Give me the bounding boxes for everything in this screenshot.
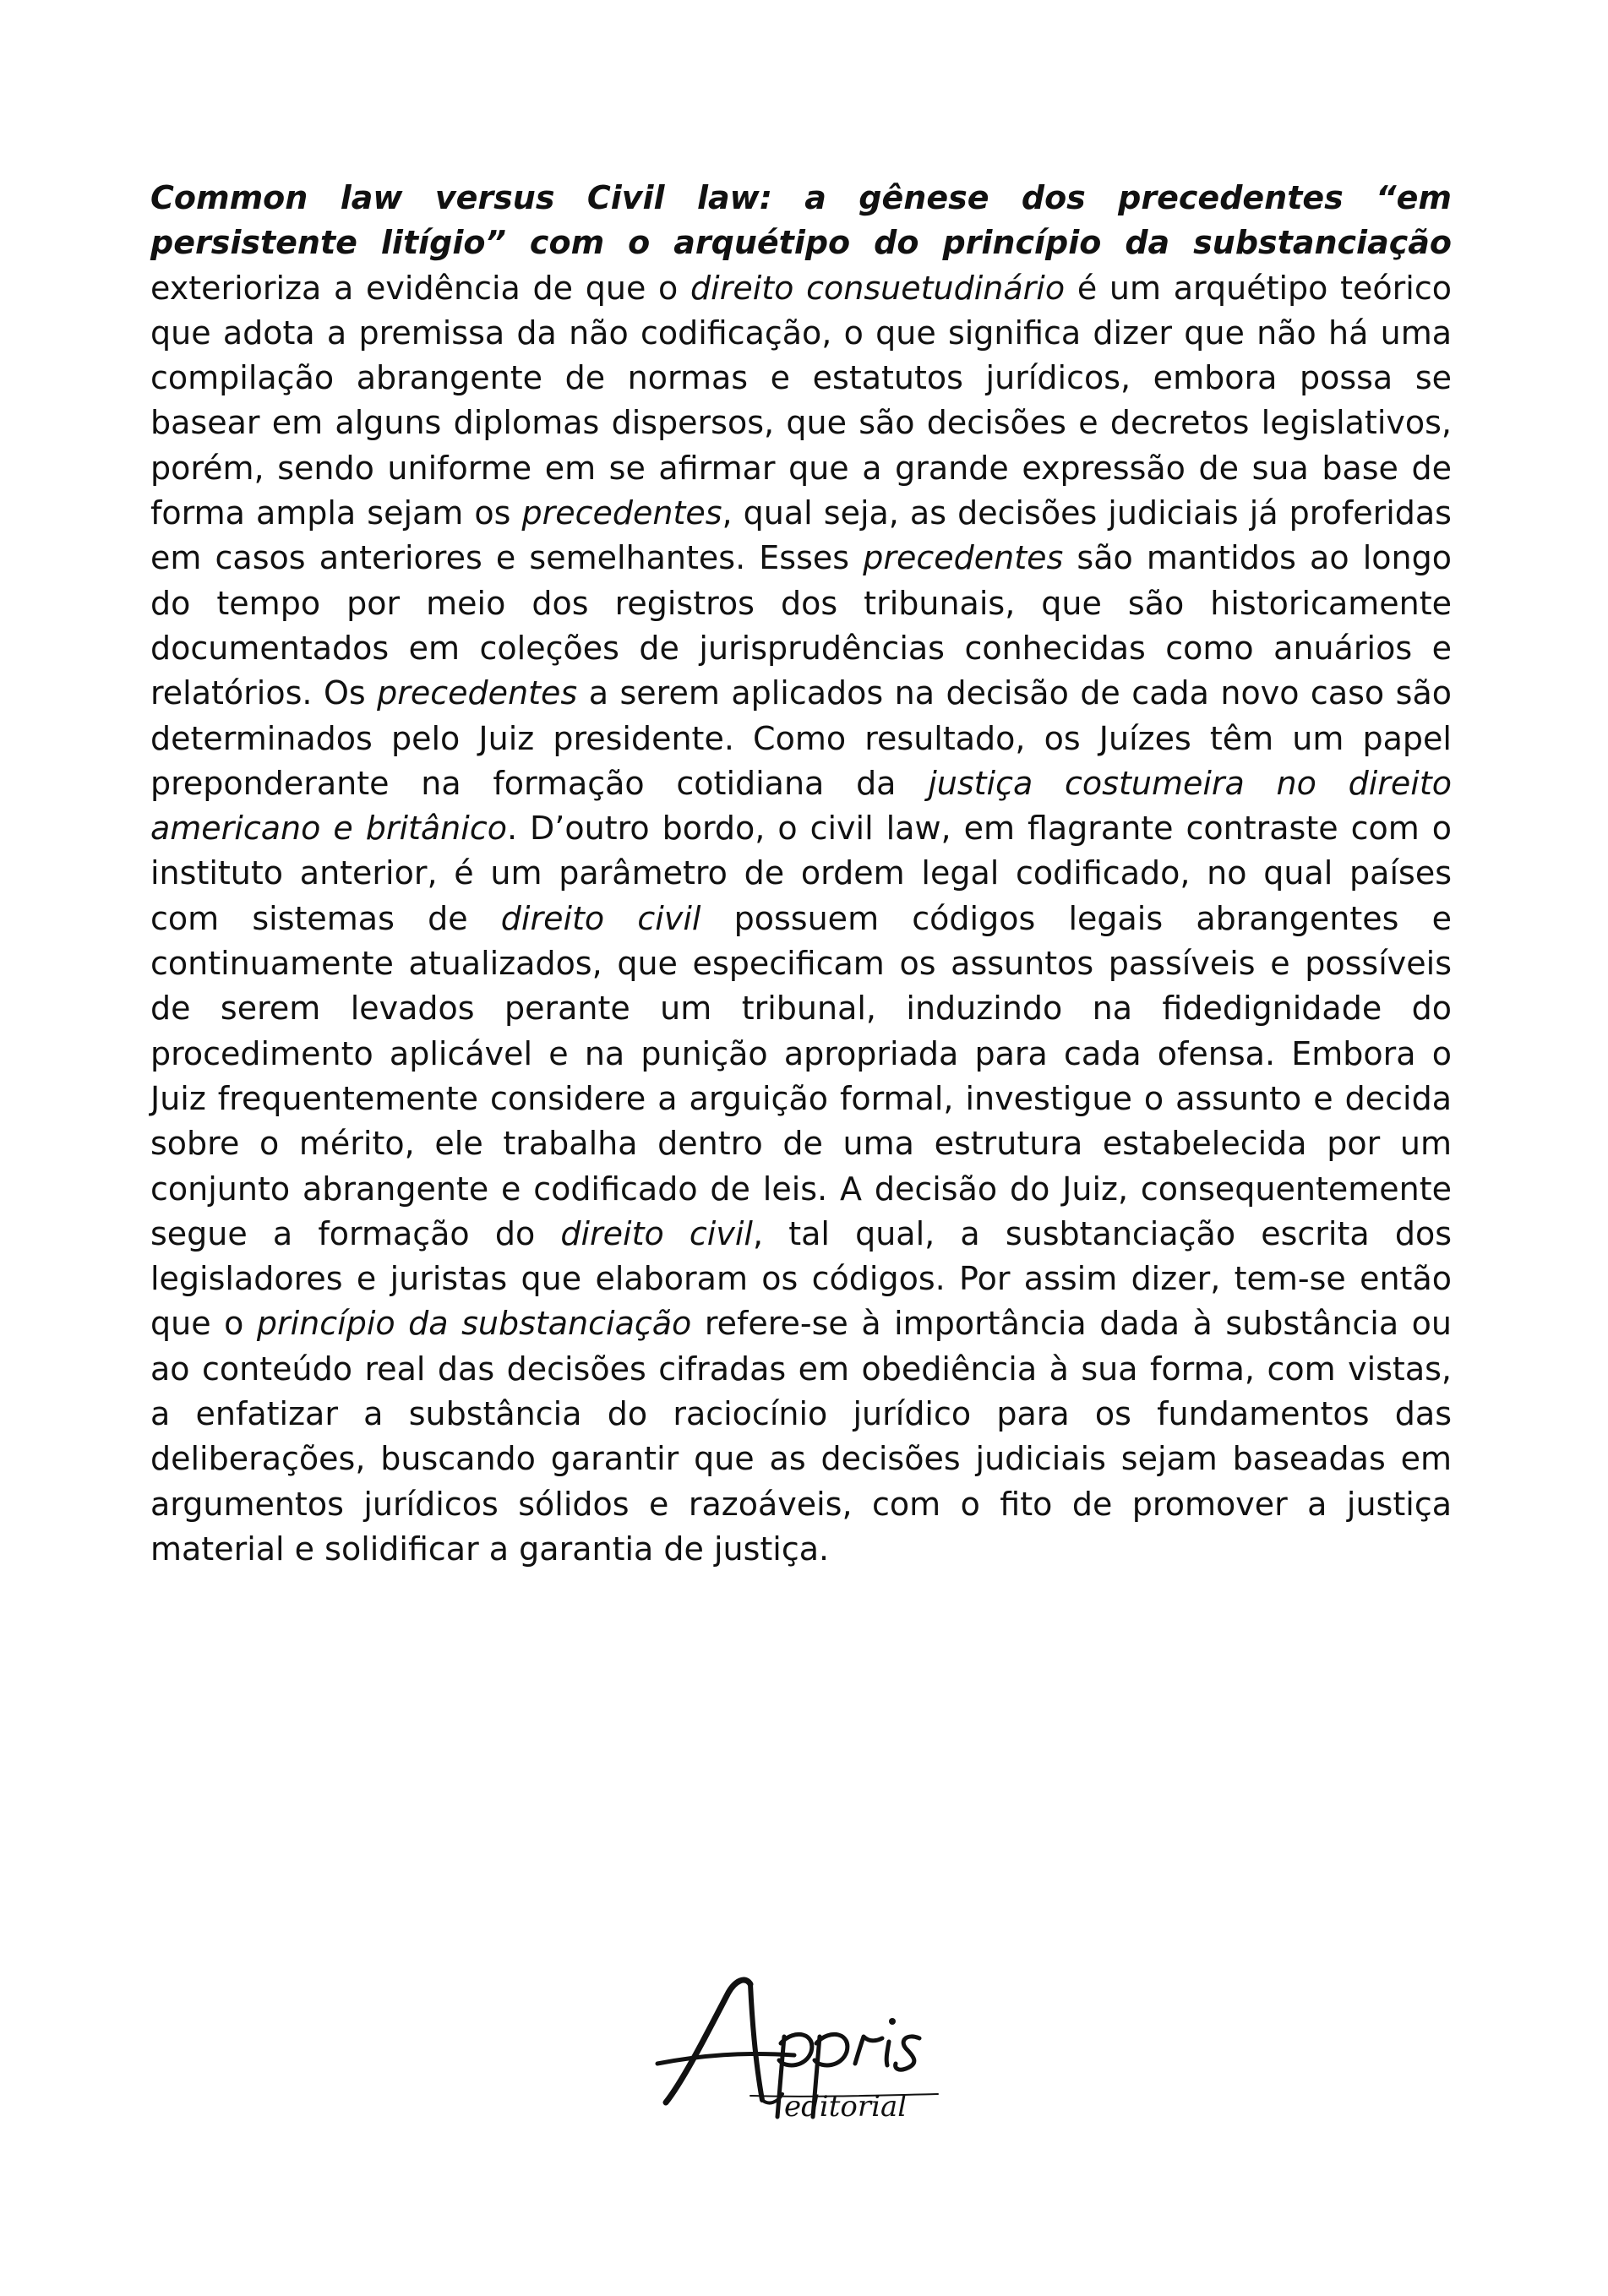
logo-letter-i: [886, 2042, 889, 2065]
text-run: é um arquétipo teórico que adota a premissa da não codificação, o que significa dizer que não há uma compilação abrangente de normas e estatutos jurídicos, embora possa se basear em alguns diplomas dispersos, que são decisões e decretos legislativos, porém, sendo uniforme em se afirmar que a grande expressão de sua base de forma ampla sejam os: [150, 269, 1452, 532]
synopsis-title: Common law versus Civil law: a gênese dos precedentes “em persistente litígio” com o arquétipo do princípio da substanciação: [150, 179, 1452, 262]
emphasis-run: direito civil: [560, 1214, 753, 1252]
logo-subtitle: editorial: [784, 2090, 908, 2124]
emphasis-run: direito civil: [500, 899, 701, 937]
text-run: exterioriza a evidência de que o: [150, 269, 691, 307]
synopsis-paragraph: [150, 176, 1452, 1572]
logo-letter-r: [855, 2037, 882, 2064]
emphasis-run: precedentes: [863, 539, 1064, 577]
logo-letter-i-dot: [889, 2018, 896, 2025]
logo-letter-a-left-stroke: [666, 1980, 750, 2102]
text-run: refere-se à importância dada à substância ou ao conteúdo real das decisões cifradas em obediência à sua forma, com vistas, a enfatizar a substância do raciocínio jurídico para os fundamentos das deliberações, buscando garantir que as decisões judiciais sejam baseadas em argumentos jurídicos sólidos e razoáveis, com o fito de promover a justiça material e solidificar a garantia de justiça.: [150, 1305, 1452, 1568]
appris-editorial-logo: [651, 1961, 955, 2130]
text-run: . D’outro bordo, o civil law, em flagrante contraste com o instituto anterior, é um parâmetro de ordem legal codificado, no qual países com sistemas de: [150, 810, 1452, 937]
emphasis-run: princípio da substanciação: [256, 1305, 692, 1343]
emphasis-run: precedentes: [377, 674, 578, 712]
text-run: , qual seja, as decisões judiciais já proferidas em casos anteriores e semelhantes. Esses: [150, 494, 1452, 577]
emphasis-run: direito consuetudinário: [690, 269, 1066, 307]
emphasis-run: precedentes: [521, 494, 722, 532]
text-run: são mantidos ao longo do tempo por meio dos registros dos tribunais, que são historicamente documentados em coleções de jurisprudências conhecidas como anuários e relatórios. Os: [150, 539, 1452, 712]
text-run: , tal qual, a susbtanciação escrita dos legisladores e juristas que elaboram os códigos. Por assim dizer, tem-se então que o: [150, 1214, 1452, 1343]
logo-letter-s: [896, 2037, 919, 2070]
logo-letter-a-right-stroke: [750, 1984, 762, 2100]
text-run: possuem códigos legais abrangentes e continuamente atualizados, que especificam os assuntos passíveis e possíveis de serem levados perante um tribunal, induzindo na fidedignidade do procedimento aplicável e na punição apropriada para cada ofensa. Embora o Juiz frequentemente considere a arguição formal, investigue o assunto e decida sobre o mérito, ele trabalha dentro de uma estrutura estabelecida por um conjunto abrangente e codificado de leis. A decisão do Juiz, consequentemente segue a formação do: [150, 899, 1452, 1252]
logo-letter-a-crossbar: [657, 2053, 794, 2064]
text-run: a serem aplicados na decisão de cada novo caso são determinados pelo Juiz presidente. Como resultado, os Juízes têm um papel preponderante na formação cotidiana da: [150, 674, 1452, 802]
emphasis-run: justiça costumeira no direito americano e britânico: [150, 764, 1452, 848]
